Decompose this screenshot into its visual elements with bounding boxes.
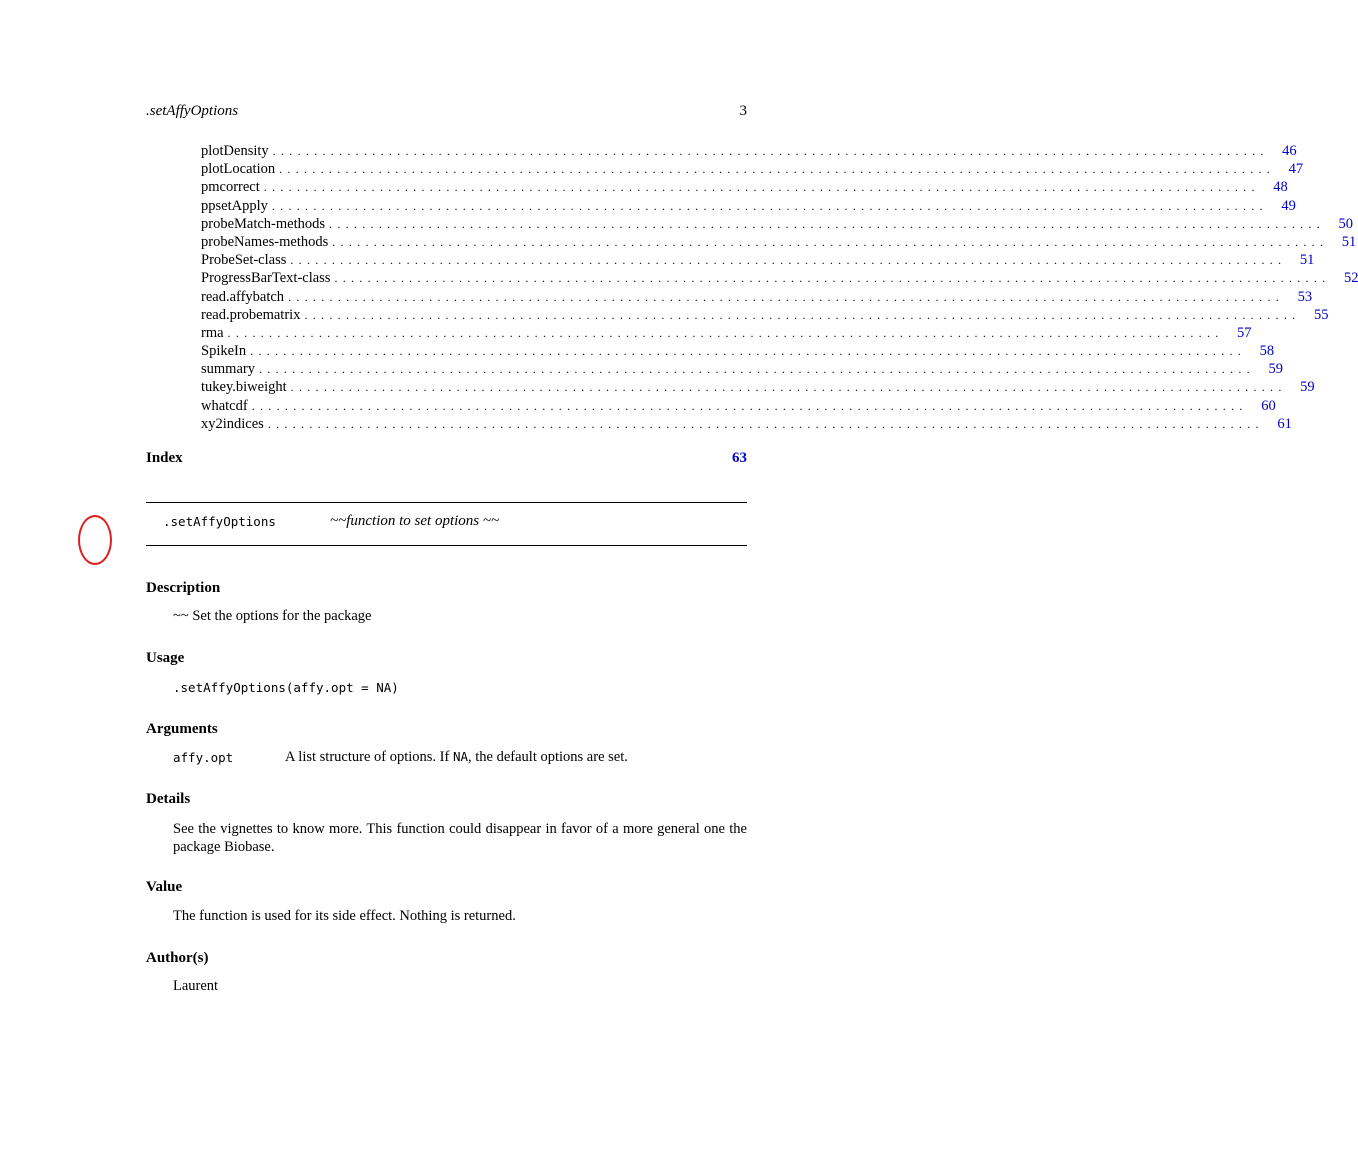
- toc-leader-dots: ........................................................................................................................: [267, 416, 1264, 431]
- toc-entry-name: whatcdf: [201, 397, 248, 414]
- description-text: ~~ Set the options for the package: [173, 608, 372, 624]
- toc-entry[interactable]: [201, 143, 1297, 161]
- toc-entry-name: ppsetApply: [201, 197, 268, 214]
- toc-leader-dots: ........................................................................................................................: [279, 162, 1276, 177]
- toc-page-link[interactable]: 49: [1281, 197, 1296, 214]
- value-text: The function is used for its side effect. Nothing is returned.: [173, 908, 516, 924]
- description-heading: Description: [146, 580, 221, 596]
- argument-description-code: NA: [452, 749, 469, 764]
- toc-entry-name: plotDensity: [201, 143, 269, 159]
- function-name: .setAffyOptions: [163, 514, 276, 529]
- toc-entry-name: pmcorrect: [201, 179, 260, 196]
- toc-leader-dots: ........................................................................................................................: [227, 325, 1224, 340]
- author-text: Laurent: [173, 978, 219, 994]
- toc-entry-name: probeMatch-methods: [201, 215, 326, 232]
- toc-entry-name: summary: [201, 361, 255, 378]
- toc-entry[interactable]: [201, 161, 1304, 179]
- toc-entry-name: probeNames-methods: [201, 233, 329, 250]
- toc-page-link[interactable]: 47: [1288, 161, 1304, 178]
- toc-entry[interactable]: [201, 215, 1354, 234]
- toc-entry[interactable]: [201, 270, 1358, 288]
- toc-entry-name: read.probematrix: [201, 306, 301, 323]
- author-heading: Author(s): [146, 950, 209, 966]
- toc-entry[interactable]: [201, 397, 1276, 416]
- toc-leader-dots: ........................................................................................................................: [290, 380, 1287, 395]
- details-text: See the vignettes to know more. This function could disappear in favor of a more general one the package Biobase.: [173, 821, 747, 855]
- toc-leader-dots: ........................................................................................................................: [263, 180, 1260, 195]
- toc-entry[interactable]: [201, 252, 1315, 270]
- toc-leader-dots: ........................................................................................................................: [290, 253, 1287, 268]
- toc-entry[interactable]: [201, 179, 1288, 197]
- toc-page-link[interactable]: 52: [1343, 270, 1358, 287]
- toc-entry-name: SpikeIn: [201, 343, 247, 360]
- toc-entry[interactable]: [201, 288, 1313, 307]
- toc-page-link[interactable]: 48: [1273, 179, 1288, 196]
- toc-entry-name: tukey.biweight: [201, 379, 287, 396]
- function-header-bottom-rule: [146, 545, 747, 546]
- toc-page-link[interactable]: 46: [1282, 143, 1297, 159]
- toc-page-link[interactable]: 59: [1268, 361, 1283, 378]
- toc-leader-dots: ........................................................................................................................: [334, 271, 1331, 286]
- toc-page-link[interactable]: 53: [1297, 288, 1313, 305]
- toc-entry[interactable]: [201, 343, 1275, 361]
- running-header-title: .setAffyOptions: [146, 103, 239, 119]
- toc-entry[interactable]: [201, 361, 1283, 379]
- value-heading: Value: [146, 879, 183, 895]
- toc-leader-dots: ........................................................................................................................: [258, 362, 1255, 377]
- argument-description: [285, 749, 628, 766]
- toc-leader-dots: ........................................................................................................................: [329, 216, 1326, 231]
- usage-code: .setAffyOptions(affy.opt = NA): [173, 680, 399, 695]
- toc-page-link[interactable]: 59: [1300, 379, 1315, 396]
- page-number: 3: [739, 103, 747, 119]
- toc-leader-dots: ........................................................................................................................: [250, 344, 1247, 359]
- toc-page-link[interactable]: 51: [1341, 233, 1357, 250]
- toc-leader-dots: ........................................................................................................................: [288, 289, 1285, 304]
- toc-entry[interactable]: [201, 324, 1252, 343]
- toc-leader-dots: ........................................................................................................................: [251, 398, 1248, 413]
- toc-entry[interactable]: [201, 197, 1296, 216]
- toc-page-link[interactable]: 61: [1277, 415, 1292, 432]
- toc-page-link[interactable]: 58: [1259, 343, 1275, 360]
- toc-index-row[interactable]: [146, 450, 747, 467]
- red-circle-marker: [78, 515, 112, 565]
- toc-leader-dots: ........................................................................................................................: [304, 307, 1301, 322]
- toc-page-link[interactable]: 57: [1237, 324, 1252, 341]
- toc-entry[interactable]: [201, 233, 1357, 252]
- usage-heading: Usage: [146, 650, 185, 666]
- toc-entry-name: xy2indices: [201, 415, 264, 432]
- function-title: ~~function to set options ~~: [330, 513, 500, 529]
- argument-description-text: A list structure of options. If: [285, 749, 453, 765]
- toc-entry[interactable]: [201, 306, 1329, 325]
- argument-name: affy.opt: [173, 750, 234, 765]
- index-page-link[interactable]: 63: [732, 450, 747, 466]
- function-header-top-rule: [146, 502, 747, 503]
- toc-page-link[interactable]: 51: [1299, 252, 1315, 269]
- toc-page-link[interactable]: 55: [1313, 306, 1329, 323]
- argument-description-tail: , the default options are set.: [468, 749, 628, 765]
- toc-page-link[interactable]: 60: [1261, 397, 1276, 414]
- toc-entry-name: ProgressBarText-class: [201, 270, 331, 287]
- toc-entry-name: rma: [201, 324, 224, 341]
- arguments-heading: Arguments: [146, 721, 218, 737]
- toc-entry[interactable]: [201, 379, 1315, 397]
- toc-leader-dots: ........................................................................................................................: [272, 144, 1269, 158]
- index-label: Index: [146, 450, 183, 466]
- table-of-contents: [201, 143, 1358, 434]
- toc-page-link[interactable]: 50: [1338, 215, 1354, 232]
- toc-leader-dots: ........................................................................................................................: [271, 198, 1268, 213]
- details-heading: Details: [146, 791, 191, 807]
- toc-entry[interactable]: [201, 415, 1292, 434]
- toc-entry-name: plotLocation: [201, 161, 276, 178]
- toc-entry-name: ProbeSet-class: [201, 252, 287, 269]
- toc-leader-dots: ........................................................................................................................: [332, 234, 1329, 249]
- toc-entry-name: read.affybatch: [201, 288, 285, 305]
